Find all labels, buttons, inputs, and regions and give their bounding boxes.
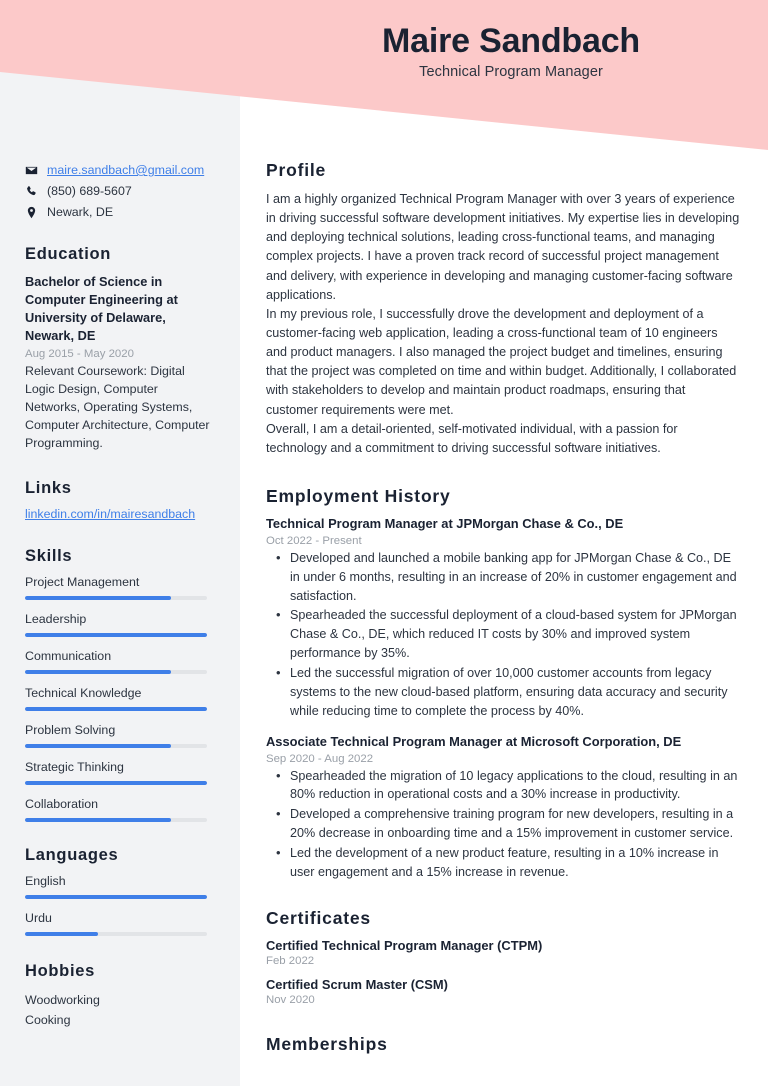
hobbies-list bbox=[25, 990, 216, 1030]
skill-label: Leadership bbox=[25, 611, 87, 626]
certificate-entry bbox=[266, 938, 740, 967]
education-section bbox=[25, 245, 216, 453]
contact-location-text: Newark, DE bbox=[47, 205, 114, 219]
profile-body bbox=[266, 190, 740, 458]
link-item-linkedin[interactable]: linkedin.com/in/mairesandbach bbox=[25, 506, 196, 521]
hobbies-heading: Hobbies bbox=[25, 961, 95, 980]
skill-label: Strategic Thinking bbox=[25, 759, 124, 774]
skill-label: Collaboration bbox=[25, 796, 99, 811]
profile-paragraph: I am a highly organized Technical Program Manager with over 3 years of experience in driving successful software development initiatives. My expertise lies in developing and deploying technical solutions, leading cross-functional teams, and managing complex projects. I have a proven track record of successful project management and delivery, with experience in developing and managing customer-facing software applications. bbox=[266, 192, 740, 302]
skill-bar-fill bbox=[25, 596, 171, 600]
certificate-name: Certified Technical Program Manager (CTPM) bbox=[266, 937, 543, 953]
education-heading: Education bbox=[25, 245, 112, 263]
links-section bbox=[25, 479, 216, 521]
contact-list bbox=[25, 163, 216, 219]
job-bullet: • Developed a comprehensive training program for new developers, resulting in a 20% decrease in onboarding time and a 15% improvement in customer service. bbox=[266, 805, 740, 843]
memberships-heading: Memberships bbox=[266, 1033, 388, 1054]
contact-phone-row bbox=[25, 184, 216, 198]
education-date: Aug 2015 - May 2020 bbox=[25, 347, 134, 360]
job-date: Oct 2022 - Present bbox=[266, 534, 362, 547]
skill-item bbox=[25, 723, 216, 748]
job-bullet: • Developed and launched a mobile banking app for JPMorgan Chase & Co., DE in under 6 months, resulting in an increase of 20% in customer engagement and satisfaction. bbox=[266, 549, 740, 606]
skill-label: Technical Knowledge bbox=[25, 685, 142, 700]
sidebar bbox=[0, 0, 240, 1030]
job-title: Technical Program Manager at JPMorgan Chase & Co., DE bbox=[266, 515, 624, 531]
main-content bbox=[240, 0, 768, 1064]
hobby-item: Woodworking bbox=[25, 992, 100, 1007]
skill-item bbox=[25, 760, 216, 785]
languages-heading: Languages bbox=[25, 845, 119, 864]
job-bullet: • Spearheaded the successful deployment of a cloud-based system for JPMorgan Chase & Co., DE, which reduced IT costs by 30% and improved system performance by 35%. bbox=[266, 606, 740, 663]
education-entry bbox=[25, 273, 216, 453]
skill-label: Project Management bbox=[25, 574, 140, 589]
job-entry bbox=[266, 734, 740, 882]
memberships-section bbox=[266, 1034, 740, 1055]
skill-bar-track bbox=[25, 781, 207, 785]
language-bar-track bbox=[25, 895, 207, 899]
language-item bbox=[25, 911, 216, 936]
jobs-list bbox=[266, 516, 740, 882]
skill-bar-track bbox=[25, 670, 207, 674]
envelope-icon bbox=[25, 164, 38, 177]
language-item bbox=[25, 874, 216, 899]
certificate-date: Feb 2022 bbox=[266, 954, 315, 967]
certificate-entry bbox=[266, 977, 740, 1006]
job-bullet: • Led the development of a new product feature, resulting in a 10% increase in user engagement and a 15% increase in revenue. bbox=[266, 844, 740, 882]
skill-item bbox=[25, 649, 216, 674]
location-pin-icon bbox=[25, 206, 38, 219]
certificate-date: Nov 2020 bbox=[266, 993, 315, 1006]
certificates-heading: Certificates bbox=[266, 907, 371, 928]
header-job-title: Technical Program Manager bbox=[419, 64, 603, 81]
languages-list bbox=[25, 874, 216, 936]
skill-bar-fill bbox=[25, 633, 207, 637]
profile-section bbox=[266, 160, 740, 458]
skills-section bbox=[25, 547, 216, 822]
skill-bar-fill bbox=[25, 670, 171, 674]
skill-item bbox=[25, 612, 216, 637]
skill-item bbox=[25, 575, 216, 600]
education-description: Relevant Coursework: Digital Logic Design, Computer Networks, Operating Systems, Computer Architecture, Computer Programming. bbox=[25, 363, 210, 450]
job-bullet: • Spearheaded the migration of 10 legacy applications to the cloud, resulting in an 80% reduction in operational costs and a 30% increase in productivity. bbox=[266, 767, 740, 805]
certificates-list bbox=[266, 938, 740, 1006]
skill-bar-fill bbox=[25, 781, 207, 785]
job-bullets bbox=[266, 767, 740, 882]
job-bullets bbox=[266, 549, 740, 721]
language-bar-fill bbox=[25, 932, 98, 936]
skill-item bbox=[25, 686, 216, 711]
skill-bar-track bbox=[25, 596, 207, 600]
links-heading: Links bbox=[25, 478, 72, 497]
employment-section bbox=[266, 486, 740, 882]
skill-bar-track bbox=[25, 744, 207, 748]
skills-heading: Skills bbox=[25, 546, 73, 565]
language-label: Urdu bbox=[25, 910, 52, 925]
skill-bar-fill bbox=[25, 818, 171, 822]
skill-label: Communication bbox=[25, 648, 112, 663]
contact-email-link[interactable]: maire.sandbach@gmail.com bbox=[47, 163, 205, 177]
contact-location-row bbox=[25, 205, 216, 219]
skill-bar-track bbox=[25, 707, 207, 711]
certificate-name: Certified Scrum Master (CSM) bbox=[266, 976, 448, 992]
profile-paragraph: In my previous role, I successfully drove the development and deployment of a customer-facing web application, leading a cross-functional team of 10 engineers and product managers. I also managed the project budget and timelines, ensuring that the project was completed on time and within budget. Additionally, I collaborated with stakeholders to develop and maintain product roadmaps, ensuring that customer requirements were met. bbox=[266, 306, 737, 417]
contact-email-row[interactable] bbox=[25, 163, 216, 177]
phone-icon bbox=[25, 185, 38, 198]
skill-bar-fill bbox=[25, 744, 171, 748]
job-entry bbox=[266, 516, 740, 721]
language-bar-fill bbox=[25, 895, 207, 899]
skill-bar-track bbox=[25, 818, 207, 822]
contact-phone-text: (850) 689-5607 bbox=[47, 184, 132, 198]
job-date: Sep 2020 - Aug 2022 bbox=[266, 752, 374, 765]
job-title: Associate Technical Program Manager at Microsoft Corporation, DE bbox=[266, 733, 682, 749]
profile-heading: Profile bbox=[266, 160, 327, 180]
skill-label: Problem Solving bbox=[25, 722, 116, 737]
certificates-section bbox=[266, 908, 740, 1006]
employment-heading: Employment History bbox=[266, 485, 451, 506]
page-title: Maire Sandbach bbox=[382, 22, 640, 60]
hobbies-section bbox=[25, 962, 216, 1030]
skill-item bbox=[25, 797, 216, 822]
hobby-item: Cooking bbox=[25, 1012, 71, 1027]
skills-list bbox=[25, 575, 216, 822]
skill-bar-fill bbox=[25, 707, 207, 711]
skill-bar-track bbox=[25, 633, 207, 637]
education-title: Bachelor of Science in Computer Engineering at University of Delaware, Newark, DE bbox=[25, 274, 178, 344]
job-bullet: • Led the successful migration of over 10,000 customer accounts from legacy systems to the new cloud-based platform, ensuring data accuracy and security while reducing time to complete the process by 40%. bbox=[266, 664, 740, 721]
language-bar-track bbox=[25, 932, 207, 936]
language-label: English bbox=[25, 873, 66, 888]
profile-paragraph: Overall, I am a detail-oriented, self-motivated individual, with a passion for technology and a commitment to driving successful software initiatives. bbox=[266, 421, 678, 455]
languages-section bbox=[25, 846, 216, 936]
